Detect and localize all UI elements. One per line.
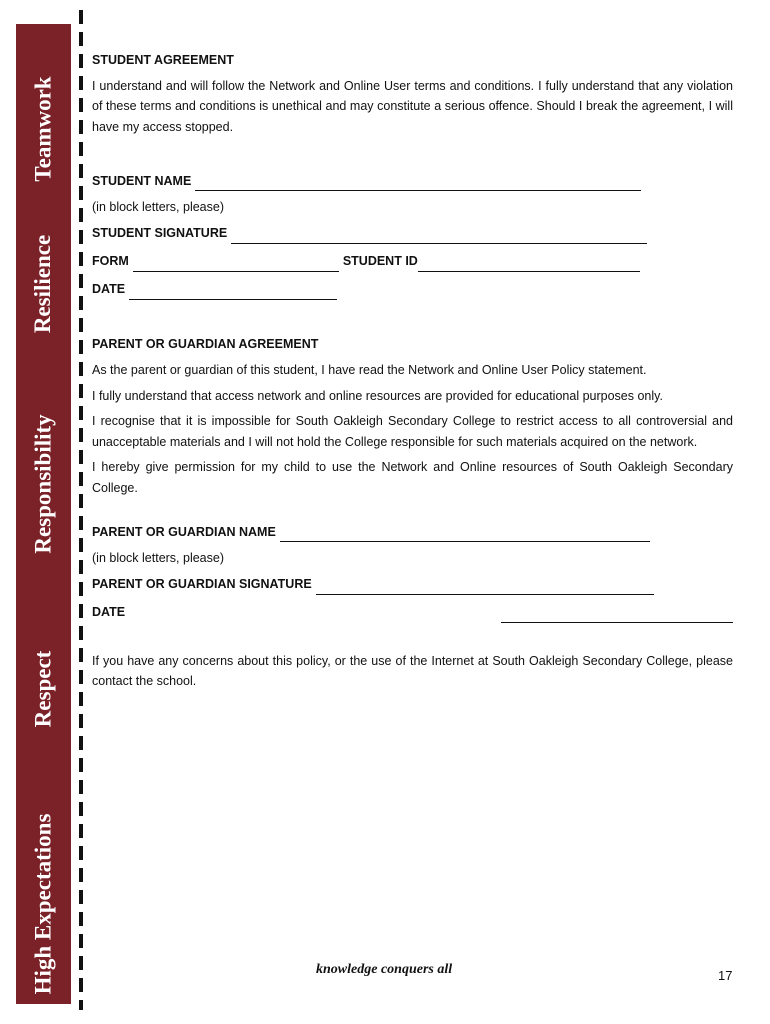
student-block-letters-note: (in block letters, please): [92, 200, 225, 214]
parent-name-field[interactable]: [92, 522, 733, 542]
parent-paragraph-1: As the parent or guardian of this student, I have read the Network and Online User Policy statement.: [92, 363, 647, 377]
sidebar-label-teamwork: Teamwork: [30, 76, 56, 182]
parent-paragraph-4: I hereby give permission for my child to use the Network and Online resources of South Oakleigh Secondary College.: [92, 460, 733, 495]
student-signature-field[interactable]: [92, 224, 733, 244]
student-agreement-text: I understand and will follow the Network and Online User terms and conditions. I fully understand that any violation of these terms and conditions is unethical and may constitute a serious offence. Should I break the agreement, I will have my access stopped.: [92, 78, 733, 134]
sidebar-label-high-expectations: High Expectations: [30, 813, 56, 995]
student-agreement-heading: STUDENT AGREEMENT: [92, 53, 234, 67]
sidebar-label-respect: Respect: [30, 650, 56, 728]
footer-motto: knowledge conquers all: [316, 962, 453, 977]
parent-signature-line[interactable]: [316, 582, 654, 595]
parent-agreement-heading: PARENT OR GUARDIAN AGREEMENT: [92, 336, 319, 351]
student-signature-line[interactable]: [231, 231, 647, 244]
parent-paragraph-3: I recognise that it is impossible for South Oakleigh Secondary College to restrict access to all controversial and unacceptable materials and I will not hold the College responsible for such materials acquired on the network.: [92, 414, 733, 449]
parent-date-line[interactable]: [501, 610, 733, 623]
agreement-content: [92, 50, 733, 692]
form-label: FORM: [92, 254, 129, 268]
student-signature-label: STUDENT SIGNATURE: [92, 226, 228, 240]
parent-paragraph-2: I fully understand that access network and online resources are provided for educational purposes only.: [92, 388, 663, 403]
values-sidebar: [16, 24, 71, 1004]
student-name-label: STUDENT NAME: [92, 173, 192, 188]
student-id-label: STUDENT ID: [342, 254, 418, 268]
parent-date-field[interactable]: [92, 603, 733, 623]
form-and-id-row: [92, 252, 733, 272]
parent-date-label: DATE: [92, 605, 126, 619]
parent-name-line[interactable]: [280, 529, 650, 542]
sidebar-label-resilience: Resilience: [30, 234, 56, 334]
student-name-field[interactable]: [92, 171, 733, 191]
parent-block-letters-note: (in block letters, please): [92, 551, 225, 565]
student-name-line[interactable]: [195, 178, 641, 191]
parent-name-label: PARENT OR GUARDIAN NAME: [92, 524, 276, 539]
student-date-field[interactable]: [92, 280, 733, 300]
dashed-divider: [79, 10, 83, 1010]
student-date-line[interactable]: [129, 287, 337, 300]
student-date-label: DATE: [92, 282, 126, 296]
student-id-line[interactable]: [418, 259, 640, 272]
parent-signature-label: PARENT OR GUARDIAN SIGNATURE: [92, 577, 312, 591]
form-line[interactable]: [133, 259, 339, 272]
concerns-text: If you have any concerns about this policy, or the use of the Internet at South Oakleigh Secondary College, please contact the school.: [92, 653, 733, 688]
sidebar-label-responsibility: Responsibility: [30, 414, 56, 554]
parent-signature-field[interactable]: [92, 575, 733, 595]
page-number: 17: [718, 968, 733, 983]
